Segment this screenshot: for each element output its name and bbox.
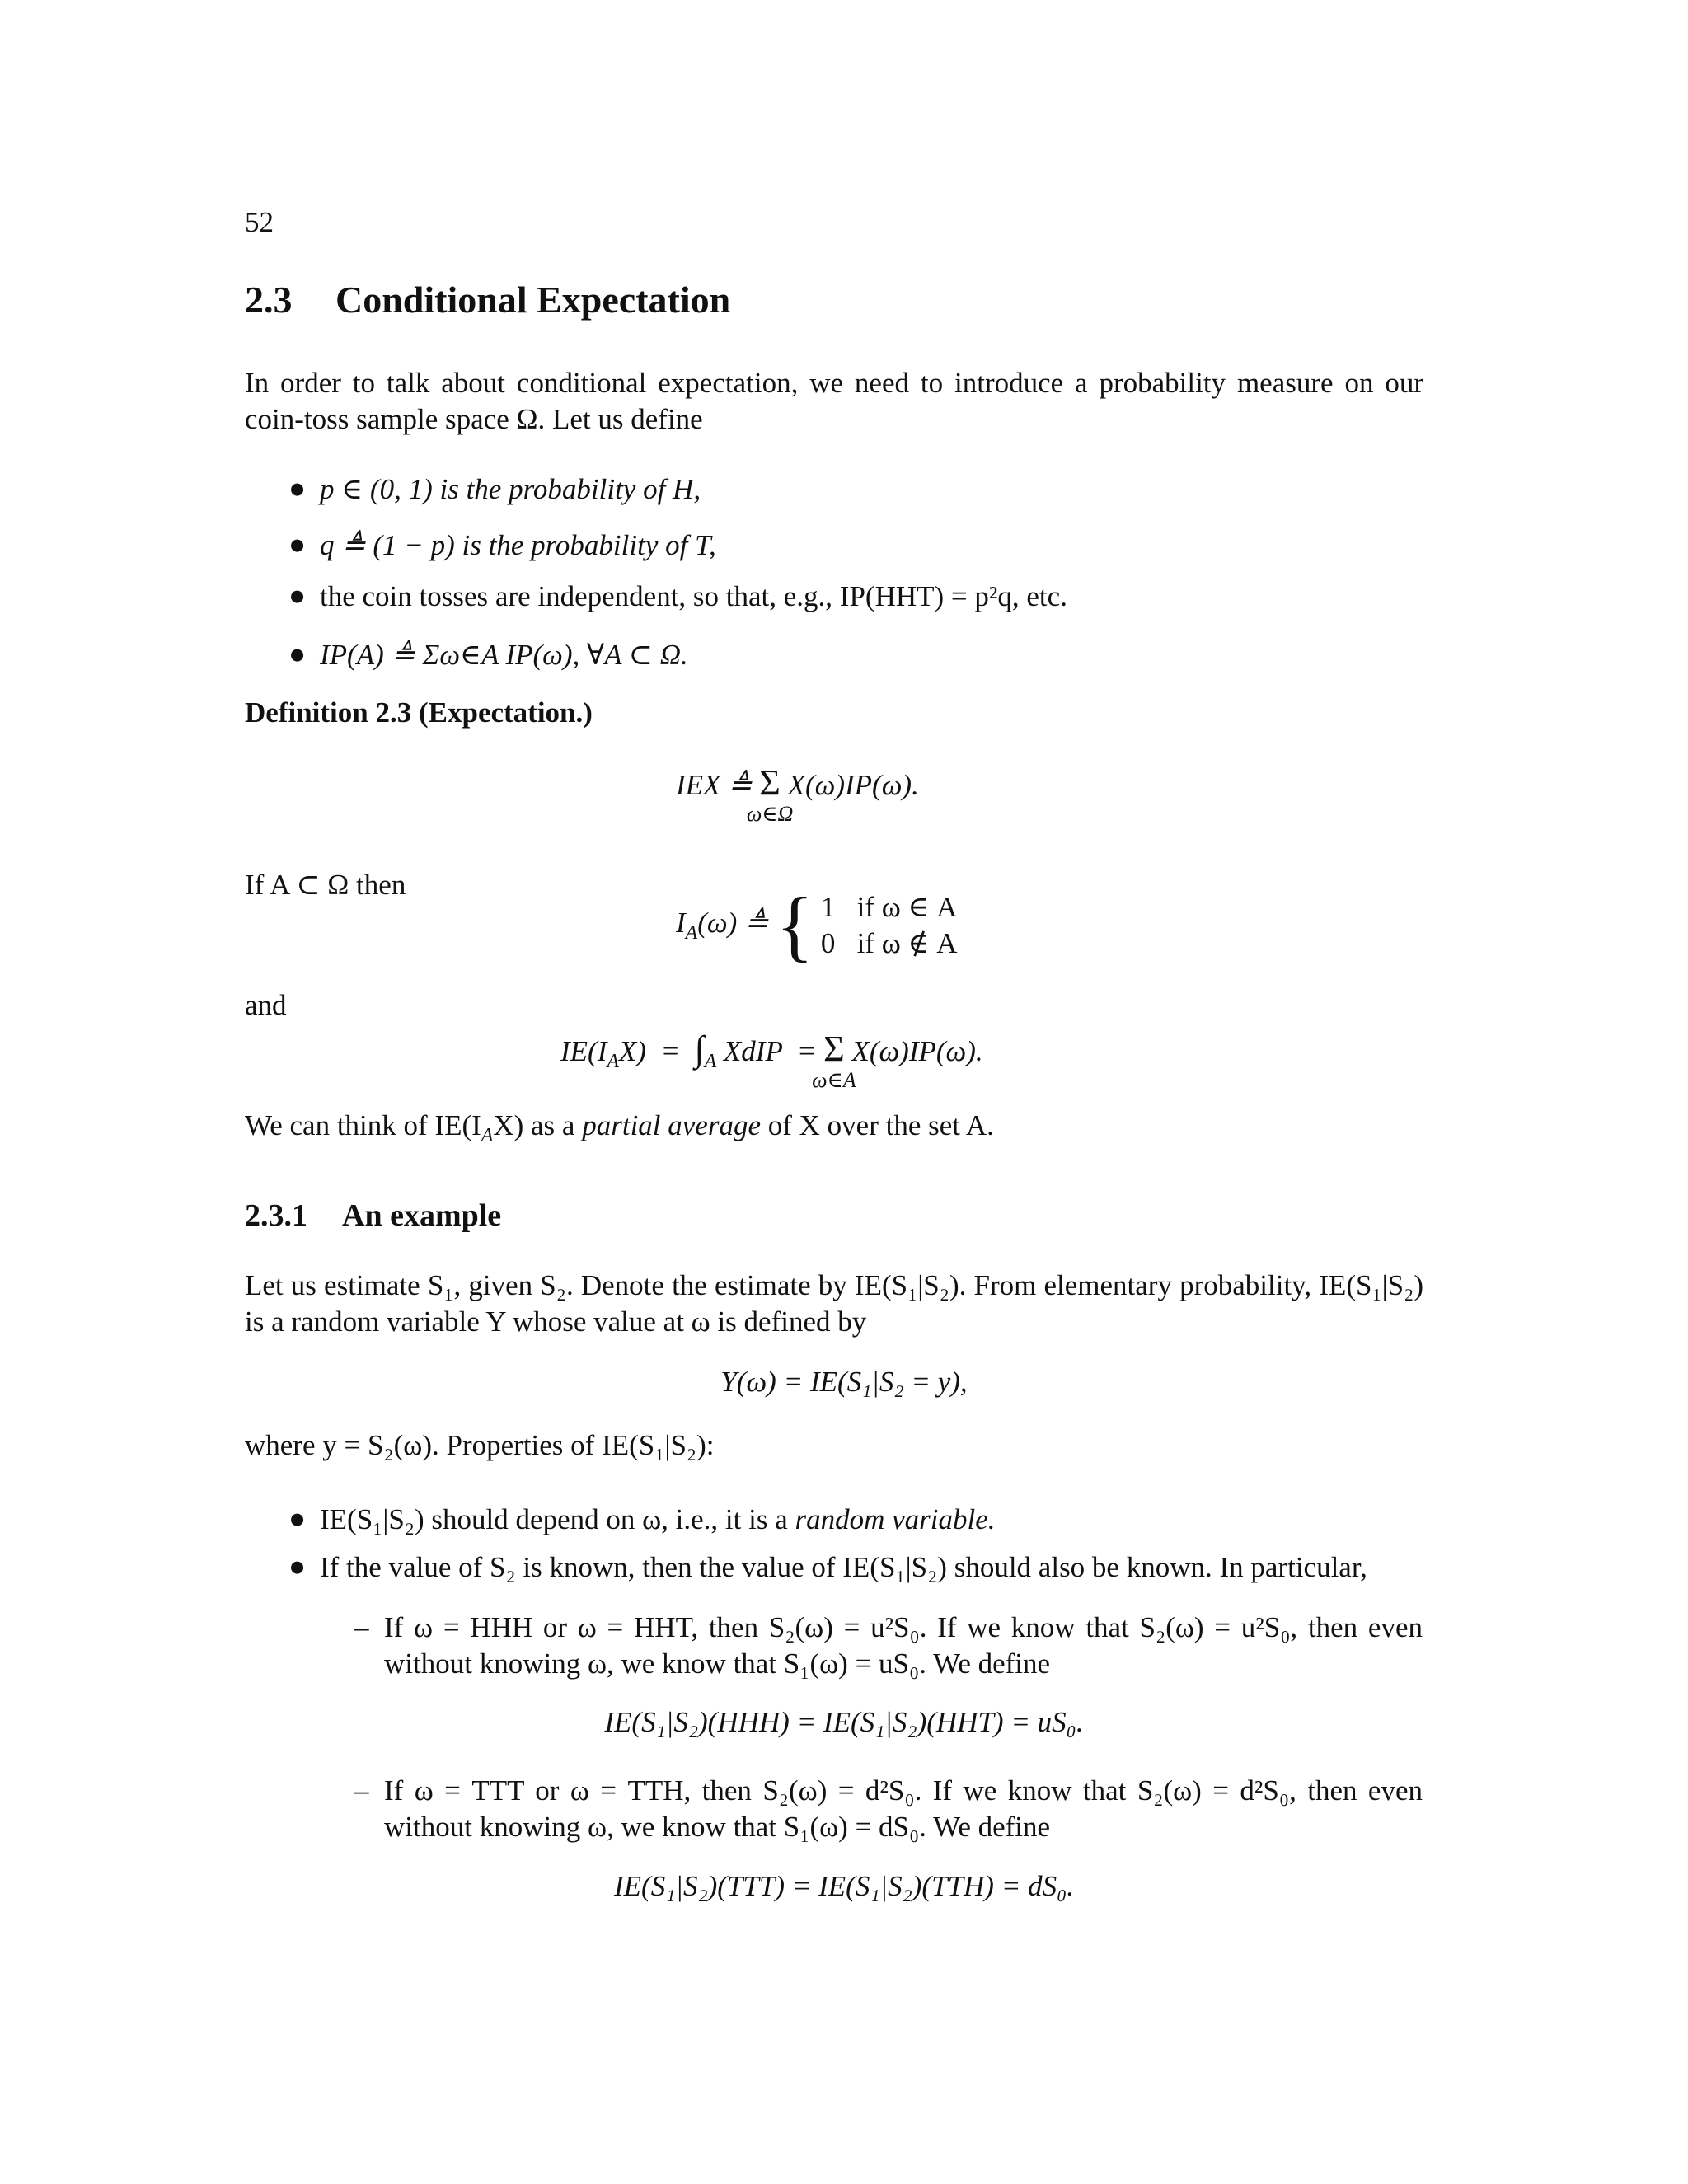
subsection-number: 2.3.1 xyxy=(245,1198,307,1233)
subsection-heading xyxy=(245,1197,501,1236)
subsection-title: An example xyxy=(342,1198,502,1233)
bullet-dot-icon: ● xyxy=(288,1550,307,1582)
bullet-dot-icon: ● xyxy=(288,472,307,504)
if-subset-text: If A ⊂ Ω then xyxy=(245,869,406,901)
example-paragraph: Let us estimate S₁, given S₂. Denote the estimate by IE(S₁|S₂). From elementary probability, IE(S₁|S₂) is a random variable Y whose value at ω is defined by xyxy=(245,1269,1423,1338)
section-title: Conditional Expectation xyxy=(335,279,731,321)
left-brace-icon: { xyxy=(776,881,814,969)
case-in: 1 if ω ∈ A xyxy=(820,891,958,923)
bullet-dot-icon: ● xyxy=(288,579,307,612)
bullet-dot-icon: ● xyxy=(288,1502,307,1535)
where-line: where y = S₂(ω). Properties of IE(S₁|S₂): xyxy=(245,1429,715,1461)
section-heading xyxy=(245,276,730,324)
dash-marker: – xyxy=(354,1774,369,1807)
and-text: and xyxy=(245,989,287,1021)
bullet-text: p ∈ (0, 1) is the probability of H, xyxy=(320,473,701,505)
bullet-dot-icon: ● xyxy=(288,528,307,560)
partial-average-text: We can think of $IE(I_AX)$ as a partial average of X over the set A. xyxy=(245,1109,994,1146)
integral-sign-icon: ∫ xyxy=(694,1029,705,1069)
page-number: 52 xyxy=(245,206,274,238)
definition-heading: Definition 2.3 (Expectation.) xyxy=(245,696,593,729)
dash-marker: – xyxy=(354,1611,369,1643)
case-not-in: 0 if ω ∉ A xyxy=(820,927,958,959)
section-number: 2.3 xyxy=(245,279,293,321)
uS0-definition-equation: IE(S₁|S₂)(HHH) = IE(S₁|S₂)(HHT) = uS₀. xyxy=(604,1706,1084,1738)
bullet-text: q ≜ (1 − p) is the probability of T, xyxy=(320,529,716,561)
partial-expectation-equation: $IE(I_AX) = \int_A$ XdIP = Σ ω∈A X(ω)IP(ω). xyxy=(560,1029,983,1092)
bullet-text: IP(A) ≜ Σω∈A IP(ω), ∀A ⊂ Ω. xyxy=(320,639,688,671)
bullet-text: the coin tosses are independent, so that, e.g., IP(HHT) = p²q, etc. xyxy=(320,580,1067,612)
dS0-definition-equation: IE(S₁|S₂)(TTT) = IE(S₁|S₂)(TTH) = dS₀. xyxy=(614,1870,1074,1902)
expectation-equation: IEX ≜ Σ ω∈Ω X(ω)IP(ω). xyxy=(676,762,919,826)
indicator-definition: $I_A(\omega)$ ≜ { 1 if ω ∈ A 0 if ω ∉ A xyxy=(676,881,958,969)
bullet-dot-icon: ● xyxy=(288,638,307,670)
y-definition-equation: Y(ω) = IE(S₁|S₂ = y), xyxy=(720,1366,968,1398)
intro-paragraph: In order to talk about conditional expectation, we need to introduce a probability measure on our coin-toss sample space Ω. Let us define xyxy=(245,367,1423,435)
